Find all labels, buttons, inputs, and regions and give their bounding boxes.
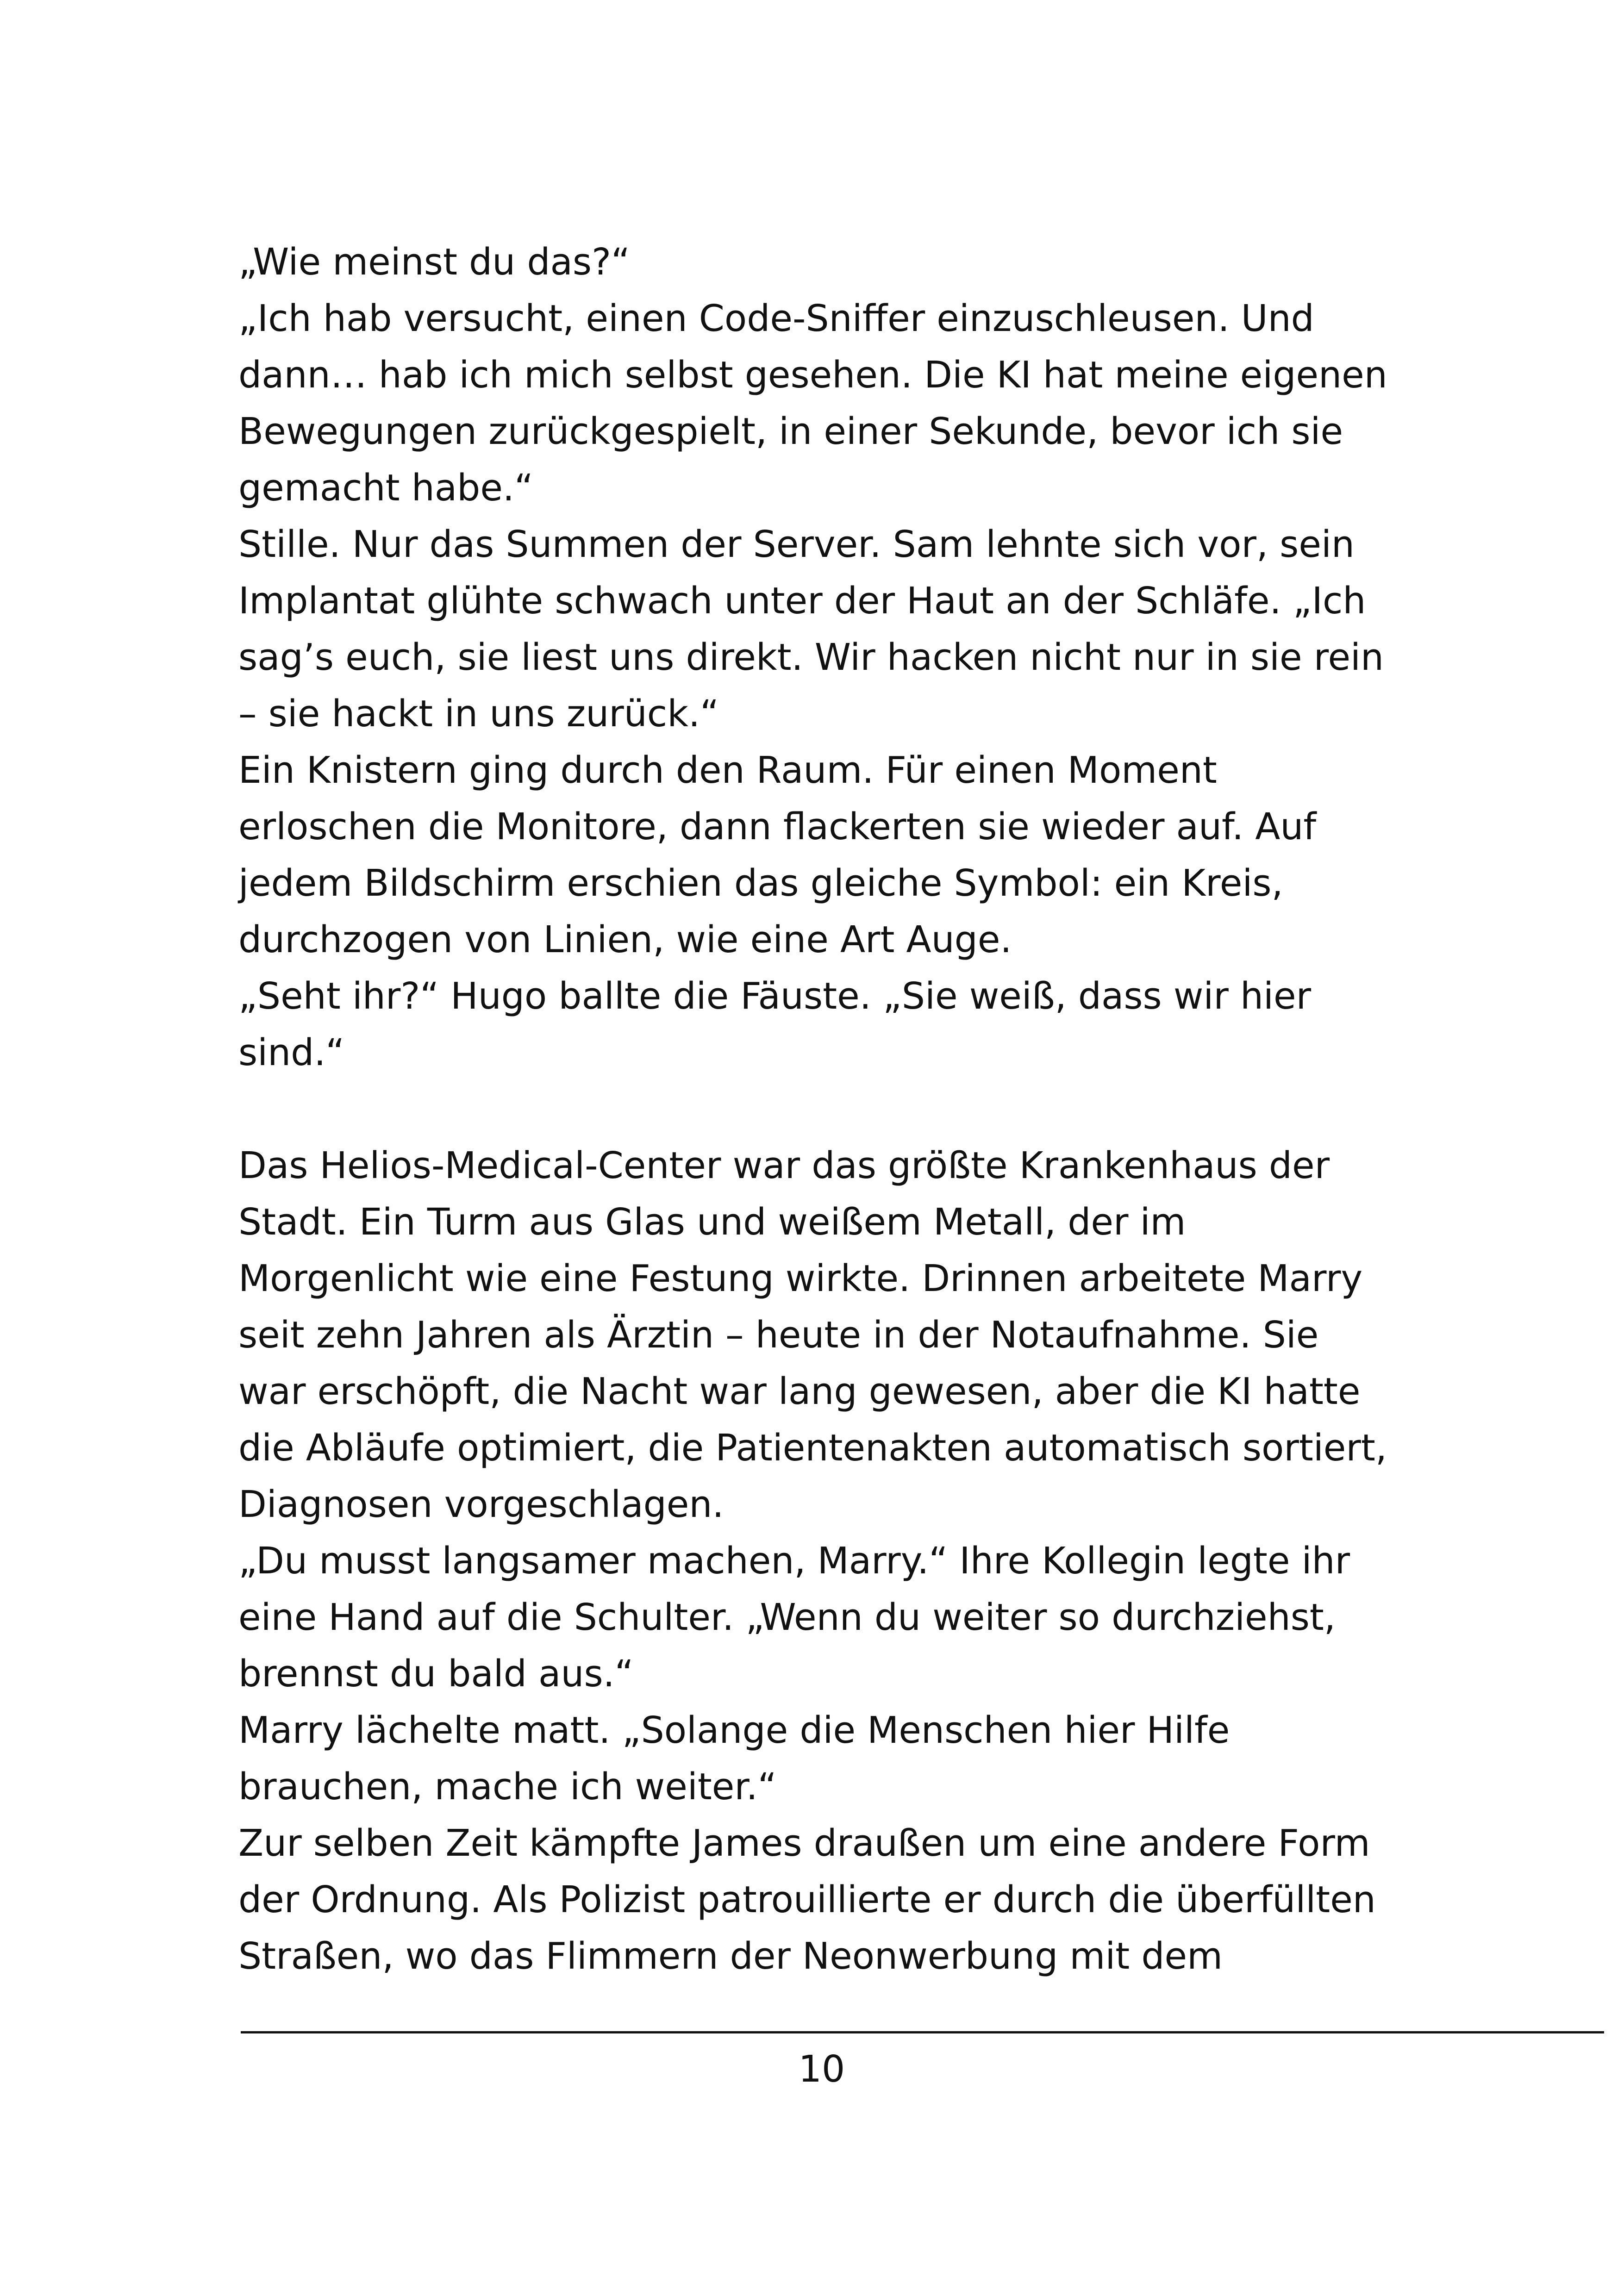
text-line: gemacht habe.“ xyxy=(238,467,533,509)
text-line: Implantat glühte schwach unter der Haut an der Schläfe. „Ich xyxy=(238,580,1366,622)
text-line: Morgenlicht wie eine Festung wirkte. Drinnen arbeitete Marry xyxy=(238,1257,1363,1300)
text-line: sag’s euch, sie liest uns direkt. Wir hacken nicht nur in sie rein xyxy=(238,636,1384,679)
text-line: „Du musst langsamer machen, Marry.“ Ihre Kollegin legte ihr xyxy=(238,1540,1350,1582)
text-line: eine Hand auf die Schulter. „Wenn du weiter so durchziehst, xyxy=(238,1596,1336,1639)
text-line: Marry lächelte matt. „Solange die Menschen hier Hilfe xyxy=(238,1709,1230,1752)
text-line: brennst du bald aus.“ xyxy=(238,1653,634,1695)
body-text xyxy=(238,234,1451,1984)
text-line: „Wie meinst du das?“ xyxy=(238,241,630,283)
footer-divider xyxy=(241,2031,1604,2033)
text-line: jedem Bildschirm erschien das gleiche Symbol: ein Kreis, xyxy=(238,862,1283,904)
text-line: Zur selben Zeit kämpfte James draußen um eine andere Form xyxy=(238,1822,1370,1865)
text-line: – sie hackt in uns zurück.“ xyxy=(238,692,719,735)
page-number: 10 xyxy=(798,2048,845,2090)
text-line: Das Helios-Medical-Center war das größte Krankenhaus der xyxy=(238,1144,1330,1187)
text-line: Stille. Nur das Summen der Server. Sam lehnte sich vor, sein xyxy=(238,523,1355,566)
text-line: Ein Knistern ging durch den Raum. Für einen Moment xyxy=(238,749,1217,792)
text-line: Diagnosen vorgeschlagen. xyxy=(238,1483,724,1526)
text-line: „Seht ihr?“ Hugo ballte die Fäuste. „Sie weiß, dass wir hier xyxy=(238,975,1312,1017)
text-line: Straßen, wo das Flimmern der Neonwerbung mit dem xyxy=(238,1935,1223,1977)
paragraph-break xyxy=(238,1081,1451,1137)
text-line: seit zehn Jahren als Ärztin – heute in der Notaufnahme. Sie xyxy=(238,1314,1319,1356)
text-line: Bewegungen zurückgespielt, in einer Sekunde, bevor ich sie xyxy=(238,410,1343,453)
text-line: Stadt. Ein Turm aus Glas und weißem Metall, der im xyxy=(238,1201,1186,1243)
text-line: war erschöpft, die Nacht war lang gewesen, aber die KI hatte xyxy=(238,1370,1361,1413)
text-line: sind.“ xyxy=(238,1031,345,1074)
text-line: erloschen die Monitore, dann flackerten sie wieder auf. Auf xyxy=(238,805,1317,848)
text-line: die Abläufe optimiert, die Patientenakten automatisch sortiert, xyxy=(238,1427,1387,1469)
text-line: „Ich hab versucht, einen Code-Sniffer einzuschleusen. Und xyxy=(238,297,1314,340)
text-line: brauchen, mache ich weiter.“ xyxy=(238,1765,777,1808)
text-line: der Ordnung. Als Polizist patrouillierte er durch die überfüllten xyxy=(238,1878,1376,1921)
text-line: durchzogen von Linien, wie eine Art Auge. xyxy=(238,918,1012,961)
text-line: dann… hab ich mich selbst gesehen. Die KI hat meine eigenen xyxy=(238,354,1387,396)
